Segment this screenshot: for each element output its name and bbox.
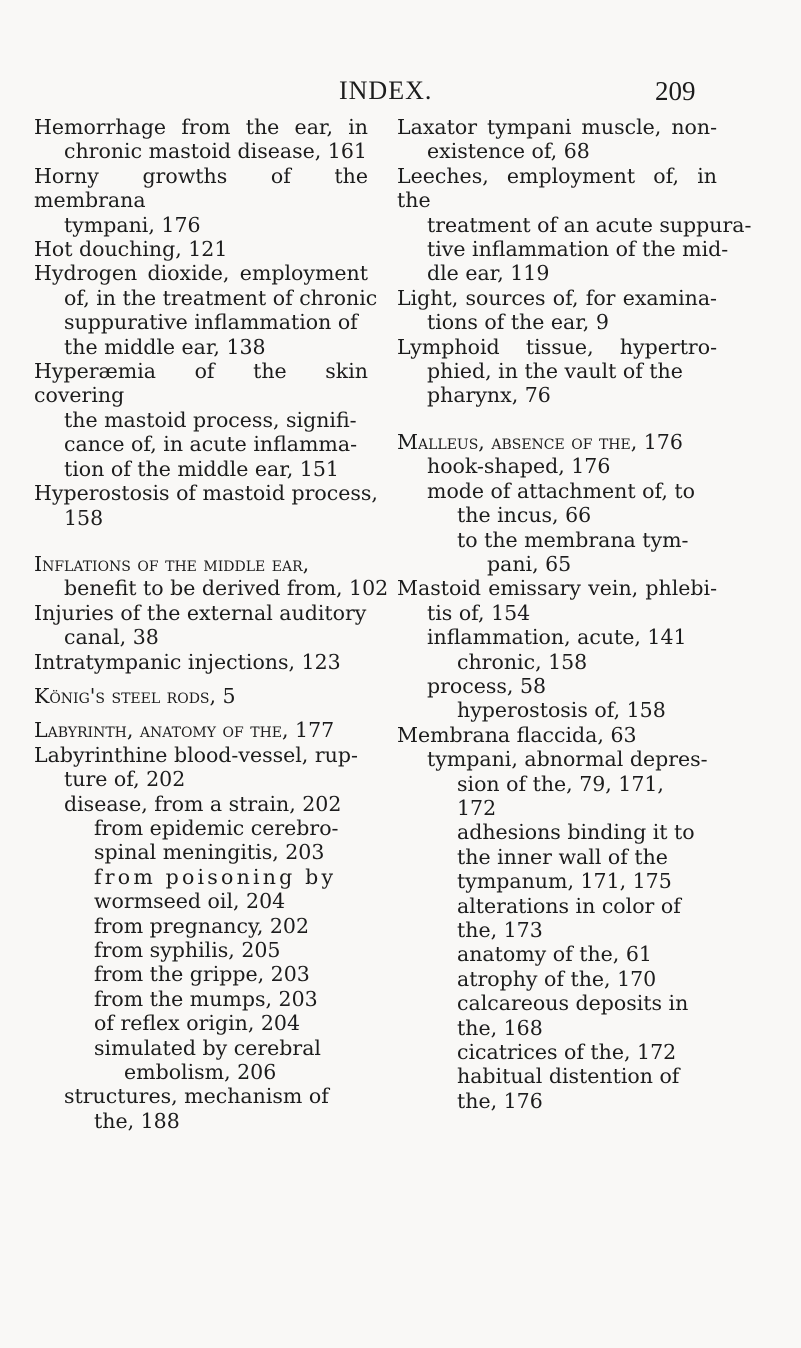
index-subentry: of reflex origin, 204 [94,1011,301,1036]
index-subentry: from the mumps, 203 [94,986,318,1011]
index-subentry: structures, mechanism of the, 188 [64,1084,329,1133]
index-subentry: anatomy of the, 61 [457,942,652,967]
left-index-column [34,115,389,1133]
index-subentry: to the membrana tym- pani, 65 [457,527,689,576]
index-subentry: hook-shaped, 176 [427,454,611,479]
index-entry: Intratympanic injections, 123 [34,649,341,674]
index-subentry: adhesions binding it to the inner wall of the tympanum, 171, 175 [457,820,695,894]
index-entry: Light, sources of, for examina- tions of the ear, 9 [397,285,717,335]
index-subentry: cicatrices of the, 172 [457,1040,677,1065]
index-subentry: mode of attachment of, to the incus, 66 [427,478,695,528]
index-entry: Horny growths of the membrana tympani, 176 [34,163,368,237]
index-entry: Malleus, absence of the, 176 [397,429,683,454]
index-entry: Mastoid emissary vein, phlebi- tis of, 154 [397,576,717,625]
index-subentry: process, 58 [427,673,547,698]
index-subentry: tympani, abnormal depres- sion of the, 79, 171, 172 [427,747,708,820]
index-subentry: from poisoning by wormseed oil, 204 [94,864,337,914]
page-number: 209 [655,76,696,106]
index-entry: Hemorrhage from the ear, in chronic mastoid disease, 161 [34,115,368,164]
index-subentry: chronic, 158 [457,649,588,674]
index-subentry: from syphilis, 205 [94,938,281,962]
index-subentry: hyperostosis of, 158 [457,698,666,723]
index-entry: Hot douching, 121 [34,237,228,262]
section-gap [397,408,717,430]
index-entry: Membrana flaccida, 63 [397,722,637,747]
running-header [0,76,801,116]
section-gap [34,708,368,718]
index-subentry: habitual distention of the, 176 [457,1064,680,1113]
index-entry: Lymphoid tissue, hypertro- phied, in the vault of the pharynx, 76 [397,334,717,408]
index-subentry: calcareous deposits in the, 168 [457,991,689,1040]
section-gap [34,530,368,552]
index-entry: Leeches, employment of, in the treatment of an acute suppura- tive inflammation of the mid- dle ear, 119 [397,163,752,286]
index-subentry: atrophy of the, 170 [457,966,657,991]
section-gap [34,674,368,684]
index-subentry: alterations in color of the, 173 [457,893,681,942]
page-title: INDEX. [339,76,433,105]
index-subentry: from epidemic cerebro- spinal meningitis, 203 [94,815,339,865]
index-entry: Hydrogen dioxide, employment of, in the treatment of chronic suppurative inflammation of the middle ear, 138 [34,261,378,359]
index-entry: Labyrinth, anatomy of the, 177 [34,718,335,743]
index-entry: Labyrinthine blood-vessel, rup- ture of, 202 [34,742,358,792]
index-entry: Injuries of the external auditory canal, 38 [34,600,367,650]
index-entry: König's steel rods, 5 [34,683,236,708]
index-entry: Laxator tympani muscle, non- existence of, 68 [397,115,717,164]
index-subentry: simulated by cerebral embolism, 206 [94,1035,321,1085]
index-subentry: disease, from a strain, 202 [64,791,342,816]
index-entry: Hyperæmia of the skin covering the mastoid process, signifi- cance of, in acute inflamma- tion of the middle ear, 151 [34,359,368,481]
index-subentry: from pregnancy, 202 [94,913,309,938]
right-index-column [397,115,752,1113]
index-entry: Inflations of the middle ear, benefit to be derived from, 102 [34,551,389,601]
index-subentry: from the grippe, 203 [94,962,310,987]
index-entry: Hyperostosis of mastoid process, 158 [34,481,378,530]
index-subentry: inflammation, acute, 141 [427,625,687,650]
